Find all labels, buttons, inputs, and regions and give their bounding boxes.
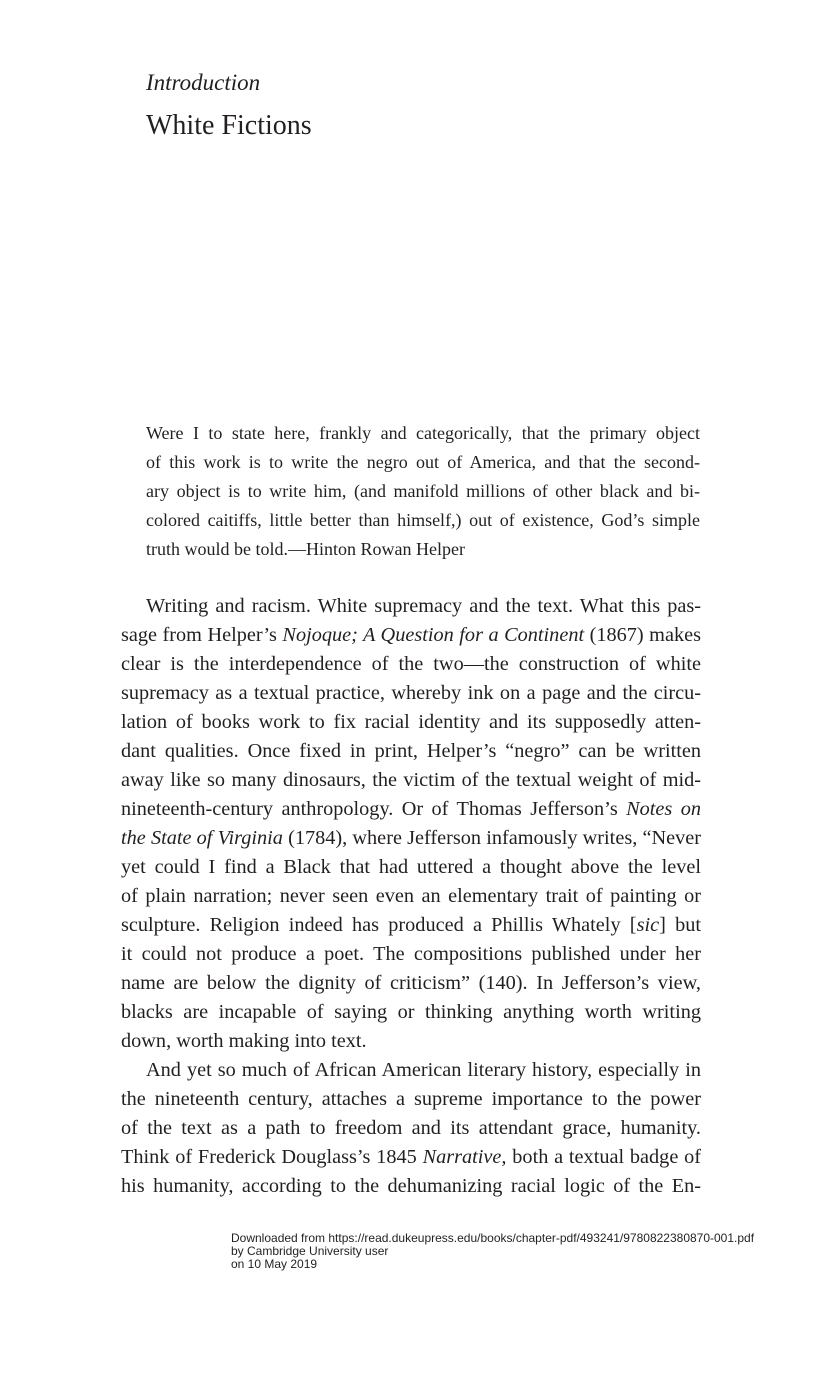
sic-marker: sic [636,914,660,936]
body-line: the nineteenth century, attaches a supreme importance to the power [121,1088,701,1110]
body-line: down, worth making into text. [121,1030,367,1052]
body-line-text: nineteenth-century anthropology. Or of Thomas Jefferson’s [121,798,627,820]
body-line-text: (1784), where Jefferson infamously writes, “Never [282,827,701,849]
body-line [121,1143,701,1172]
body-line: name are below the dignity of criticism” (140). In Jefferson’s view, [121,972,701,994]
body-line [121,824,701,853]
body-line: it could not produce a poet. The compositions published under her [121,943,701,965]
body-line: his humanity, according to the dehumanizing racial logic of the En- [121,1175,701,1197]
body-line-text: sage from Helper’s [121,624,283,646]
body-line [121,795,701,824]
body-line: And yet so much of African American literary history, especially in [146,1059,701,1081]
download-footer [231,1232,754,1271]
body-line-text: (1867) makes [584,624,701,646]
download-date-line: on 10 May 2019 [231,1257,318,1271]
paragraph-1 [121,592,701,1056]
paragraph-2 [121,1056,701,1201]
body-line: clear is the interdependence of the two—the construction of white [121,653,701,675]
book-title-nojoque: Nojoque; A Question for a Continent [282,624,585,646]
body-line: dant qualities. Once fixed in print, Helper’s “negro” can be written [121,740,701,762]
body-line-text: Think of Frederick Douglass’s 1845 [121,1146,423,1168]
body-line: of the text as a path to freedom and its attendant grace, humanity. [121,1117,701,1139]
epigraph [146,419,700,564]
book-title-virginia: the State of Virginia [121,827,283,849]
epigraph-line: Were I to state here, frankly and categorically, that the primary object [146,423,700,443]
book-title-narrative: Narrative, [422,1146,507,1168]
epigraph-line: colored caitiffs, little better than himself,) out of existence, God’s simple [146,510,700,530]
body-line [121,621,701,650]
download-source-line: Downloaded from https://read.dukeupress.edu/books/chapter-pdf/493241/9780822380870-001.pdf [231,1231,755,1245]
body-line: supremacy as a textual practice, whereby ink on a page and the circu- [121,682,701,704]
body-line-text: both a textual badge of [506,1146,701,1168]
body-line-text: sculpture. Religion indeed has produced a Phillis Whately [ [121,914,637,936]
body-line [121,911,701,940]
body-line: blacks are incapable of saying or thinking anything worth writing [121,1001,701,1023]
body-line: yet could I find a Black that had uttered a thought above the level [121,856,701,878]
body-line: of plain narration; never seen even an elementary trait of painting or [121,885,701,907]
body-line: away like so many dinosaurs, the victim of the textual weight of mid- [121,769,701,791]
chapter-title: White Fictions [146,110,312,141]
chapter-label: Introduction [146,70,261,95]
body-text [121,592,701,1201]
body-line-text: ] but [659,914,701,936]
body-line: lation of books work to fix racial identity and its supposedly atten- [121,711,701,733]
body-line: Writing and racism. White supremacy and the text. What this pas- [146,595,701,617]
epigraph-attribution-line: truth would be told.—Hinton Rowan Helper [146,539,465,559]
epigraph-line: of this work is to write the negro out of America, and that the second- [146,452,700,472]
download-user-line: by Cambridge University user [231,1244,389,1258]
epigraph-line: ary object is to write him, (and manifold millions of other black and bi- [146,481,700,501]
book-title-notes: Notes on [626,798,701,820]
